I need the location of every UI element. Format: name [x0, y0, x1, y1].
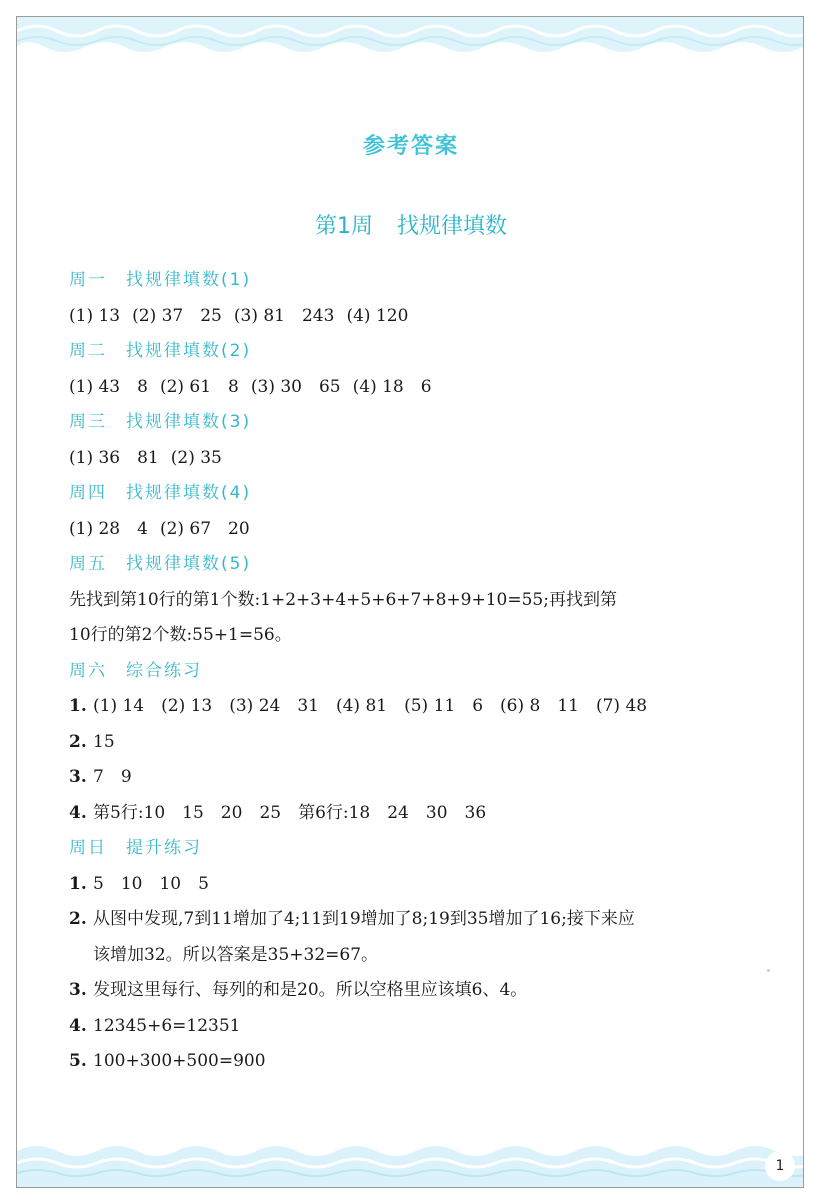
document-title: 参考答案 [362, 134, 459, 159]
section-heading: 周日 提升练习 [69, 838, 202, 858]
section-friday [69, 547, 779, 654]
item-text: 15 [93, 731, 115, 752]
answer-part: (1) 43 8 [69, 376, 148, 397]
answer-line [69, 512, 779, 548]
section-heading: 周三 找规律填数(3) [69, 412, 252, 432]
answer-line [69, 441, 779, 477]
section-tuesday [69, 334, 779, 405]
section-heading: 周五 找规律填数(5) [69, 554, 252, 574]
numbered-answer [69, 725, 779, 761]
section-monday [69, 263, 779, 334]
answer-part: (3) 81 243 [233, 305, 335, 326]
answer-part: (4) 120 [346, 305, 409, 326]
section-wednesday [69, 405, 779, 476]
section-saturday [69, 654, 779, 832]
item-text: 第5行:10 15 20 25 第6行:18 24 30 36 [93, 802, 487, 823]
answer-content [69, 263, 779, 1080]
item-text: 100+300+500=900 [93, 1051, 266, 1071]
item-number: 3. [69, 980, 87, 1000]
answer-part: (2) 37 25 [132, 305, 222, 326]
week-label: 第1周 [314, 214, 373, 239]
item-text: (1) 14 (2) 13 (3) 24 31 (4) 81 (5) 11 6 (6) 8 11 (7) 48 [93, 696, 648, 716]
answer-part: (1) 13 [69, 305, 121, 326]
section-heading: 周二 找规律填数(2) [69, 341, 252, 361]
bottom-wave-decoration [17, 1127, 803, 1187]
speck-mark [767, 969, 770, 972]
answer-line [69, 370, 779, 406]
numbered-answer [69, 867, 779, 903]
answer-part: (1) 36 81 [69, 447, 159, 468]
page-number: 1 [765, 1151, 795, 1181]
top-wave-decoration [17, 17, 803, 77]
week-topic: 找规律填数 [396, 214, 507, 239]
answer-part: (1) 28 4 [69, 518, 148, 539]
item-number: 2. [69, 731, 87, 752]
section-heading: 周六 综合练习 [69, 660, 202, 681]
item-number: 1. [69, 696, 87, 716]
item-text: 发现这里每行、每列的和是20。所以空格里应该填6、4。 [93, 980, 528, 1000]
section-thursday [69, 476, 779, 547]
answer-part: (2) 35 [170, 447, 222, 468]
page-frame [16, 16, 804, 1188]
section-sunday [69, 831, 779, 1080]
answer-paragraph-line: 先找到第10行的第1个数:1+2+3+4+5+6+7+8+9+10=55;再找到第 [69, 589, 617, 610]
item-number: 2. [69, 909, 87, 929]
answer-part: (3) 30 65 [250, 376, 341, 397]
item-number: 5. [69, 1051, 87, 1071]
numbered-answer [69, 796, 779, 832]
item-text: 12345+6=12351 [93, 1015, 241, 1036]
answer-part: (2) 61 8 [159, 376, 239, 397]
answer-part: (2) 67 20 [159, 518, 250, 539]
numbered-answer [69, 1009, 779, 1045]
item-number: 4. [69, 1015, 87, 1036]
week-title [17, 209, 804, 240]
answer-line [69, 299, 779, 335]
answer-part: (4) 18 6 [352, 376, 432, 397]
section-heading: 周一 找规律填数(1) [69, 270, 252, 290]
item-continuation: 该增加32。所以答案是35+32=67。 [93, 944, 379, 965]
answer-paragraph-line: 10行的第2个数:55+1=56。 [69, 625, 292, 645]
item-number: 1. [69, 873, 87, 894]
item-text: 7 9 [93, 767, 132, 787]
numbered-answer [69, 902, 779, 938]
numbered-answer [69, 973, 779, 1009]
item-text: 从图中发现,7到11增加了4;11到19增加了8;19到35增加了16;接下来应 [93, 909, 635, 929]
item-text: 5 10 10 5 [93, 873, 209, 894]
section-heading: 周四 找规律填数(4) [69, 483, 252, 503]
numbered-answer [69, 760, 779, 796]
item-number: 3. [69, 767, 87, 787]
item-number: 4. [69, 802, 87, 823]
numbered-answer [69, 1044, 779, 1080]
numbered-answer [69, 689, 779, 725]
